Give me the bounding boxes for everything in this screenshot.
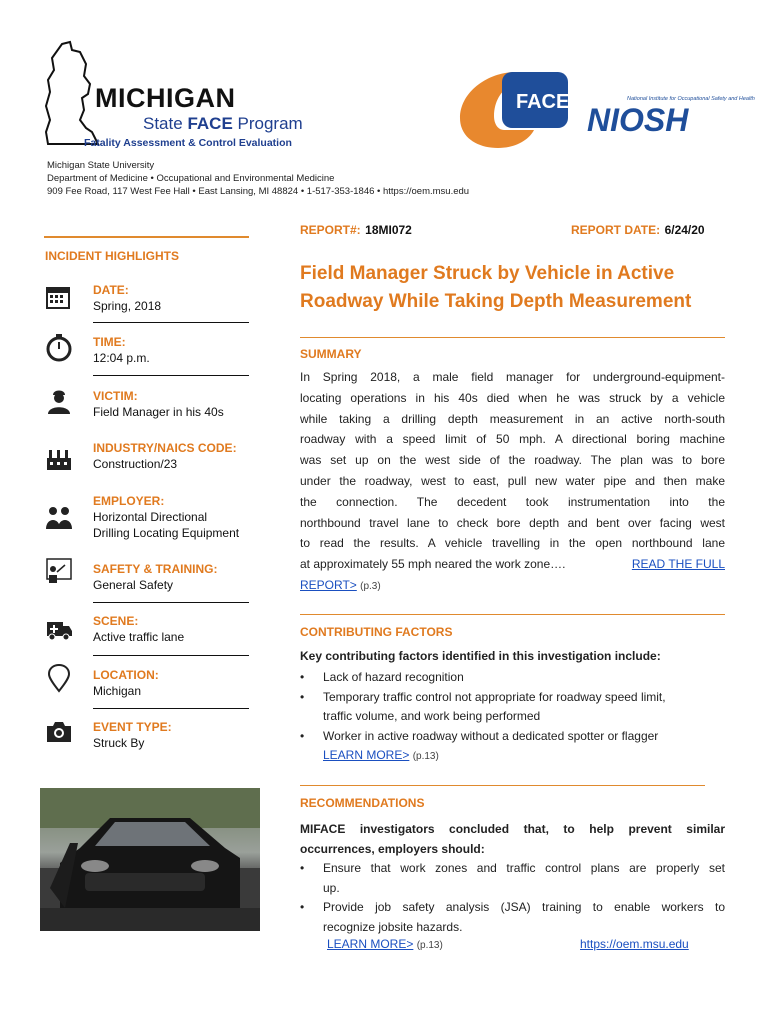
employer-label: EMPLOYER: — [93, 494, 165, 508]
summary-line: at approximately 55 mph neared the work zone…. — [300, 557, 566, 572]
learn-more-line — [300, 746, 725, 767]
summary-line: roadway with a speed limit of 50 mph. A directional boring machine — [300, 432, 725, 447]
time-label: TIME: — [93, 335, 126, 349]
read-full-report-link-2[interactable]: REPORT> — [300, 577, 357, 592]
niosh-logo-text: NIOSH — [587, 102, 689, 138]
report-number: REPORT#: 18MI072 — [300, 223, 412, 237]
section-rule — [300, 785, 705, 786]
address-line: 909 Fee Road, 117 West Fee Hall • East Lansing, MI 48824 • 1-517-353-1846 • https://oem.msu.edu — [47, 186, 470, 197]
camera-icon — [45, 718, 73, 746]
list-item-continued: up. — [323, 880, 340, 895]
learn-more-link[interactable]: LEARN MORE> — [323, 748, 410, 762]
summary-text — [300, 367, 725, 598]
learn-more-link-2[interactable]: LEARN MORE> — [327, 937, 414, 951]
recommendations-list — [300, 859, 725, 937]
people-icon — [45, 503, 73, 531]
location-label: LOCATION: — [93, 668, 159, 682]
stopwatch-icon — [45, 333, 73, 361]
section-rule — [300, 614, 725, 615]
location-pin-icon — [45, 664, 73, 692]
university-name: Michigan State University — [47, 160, 155, 171]
learn-more-line-2 — [327, 937, 443, 951]
industry-label: INDUSTRY/NAICS CODE: — [93, 441, 237, 455]
summary-last-line — [300, 554, 725, 575]
niosh-tagline: National Institute for Occupational Safety and Health — [627, 96, 755, 102]
event-type-label: EVENT TYPE: — [93, 720, 172, 734]
list-item-continued: recognize jobsite hazards. — [323, 919, 463, 934]
ambulance-icon — [45, 614, 73, 642]
website-link[interactable]: https://oem.msu.edu — [580, 937, 689, 951]
org-title: MICHIGAN — [95, 83, 236, 113]
report-date: REPORT DATE: 6/24/20 — [571, 223, 705, 237]
incident-vehicle-photo — [40, 788, 260, 931]
list-item: • Provide job safety analysis (JSA) training to enable workers to — [300, 900, 725, 914]
program-full-name: Fatality Assessment & Control Evaluation — [84, 137, 292, 149]
read-full-report-line-2 — [300, 575, 725, 598]
factory-icon — [45, 444, 73, 472]
list-item: • Temporary traffic control not appropriate for roadway speed limit, — [300, 689, 666, 704]
list-item: • Worker in active roadway without a dedicated spotter or flagger — [300, 728, 659, 743]
page-reference: (p.13) — [416, 940, 443, 951]
victim-label: VICTIM: — [93, 389, 138, 403]
incident-highlights-heading: INCIDENT HIGHLIGHTS — [45, 249, 179, 263]
vehicle-illustration — [40, 788, 260, 931]
calendar-icon — [44, 283, 72, 311]
rec-intro-line: occurrences, employers should: — [300, 841, 485, 856]
list-item: • Ensure that work zones and traffic control plans are properly set — [300, 861, 725, 875]
date-value: Spring, 2018 — [93, 299, 162, 313]
contributing-list — [300, 668, 725, 767]
report-title — [300, 260, 725, 316]
page-reference: (p.3) — [360, 580, 381, 592]
sidebar-top-rule — [44, 236, 249, 238]
scene-label: SCENE: — [93, 614, 139, 628]
worker-icon — [45, 386, 73, 414]
title-line-2: Roadway While Taking Depth Measurement — [300, 291, 692, 312]
program-name: State FACE Program — [143, 114, 303, 133]
date-label: DATE: — [93, 283, 129, 297]
divider — [93, 375, 249, 376]
scene-value: Active traffic lane — [93, 630, 185, 644]
industry-value: Construction/23 — [93, 457, 178, 471]
safety-value: General Safety — [93, 578, 174, 592]
divider — [93, 655, 249, 656]
rec-intro-line: MIFACE investigators concluded that, to help prevent similar — [300, 822, 725, 836]
face-logo-text: FACE — [516, 91, 570, 113]
divider — [93, 322, 249, 323]
contributing-factors-heading: CONTRIBUTING FACTORS — [300, 625, 453, 639]
victim-value: Field Manager in his 40s — [93, 405, 224, 419]
training-icon — [45, 557, 73, 585]
employer-value-line2: Drilling Locating Equipment — [93, 526, 240, 540]
summary-line: was set up on the west side of the roadway. The plan was to bore — [300, 453, 725, 468]
department-name: Department of Medicine • Occupational and Environmental Medicine — [47, 173, 335, 184]
recommendations-heading: RECOMMENDATIONS — [300, 796, 425, 810]
summary-line: In Spring 2018, a male field manager for underground-equipment- — [300, 370, 725, 384]
summary-heading: SUMMARY — [300, 347, 362, 361]
summary-line: the connection. The decedent took instrumentation into the — [300, 494, 725, 509]
summary-line: while taking a drilling depth measurement in an active north-south — [300, 411, 725, 426]
time-value: 12:04 p.m. — [93, 351, 150, 365]
title-rule — [300, 337, 725, 338]
read-full-report-link[interactable]: READ THE FULL — [631, 557, 725, 572]
divider — [93, 602, 249, 603]
title-line-1: Field Manager Struck by Vehicle in Active — [300, 263, 675, 284]
face-logo — [458, 68, 570, 150]
employer-value-line1: Horizontal Directional — [93, 510, 208, 524]
summary-line: locating operations in his 40s died when he was struck by a vehicle — [300, 390, 725, 405]
event-type-value: Struck By — [93, 736, 145, 750]
list-item-continued: traffic volume, and work being performed — [323, 709, 541, 723]
niosh-logo — [585, 93, 755, 138]
summary-line: northbound travel lane to check bore depth and bent over facing west — [300, 515, 725, 530]
page-reference: (p.13) — [412, 751, 439, 762]
contributing-intro: Key contributing factors identified in this investigation include: — [300, 649, 661, 663]
location-value: Michigan — [93, 684, 142, 698]
safety-label: SAFETY & TRAINING: — [93, 562, 218, 576]
divider — [93, 708, 249, 709]
recommendations-intro — [300, 820, 725, 859]
summary-line: to read the results. A vehicle travelling in the open northbound lane — [300, 536, 725, 551]
list-item: • Lack of hazard recognition — [300, 670, 464, 684]
summary-line: under the roadway, west to east, pull new water pipe and then make — [300, 473, 725, 488]
